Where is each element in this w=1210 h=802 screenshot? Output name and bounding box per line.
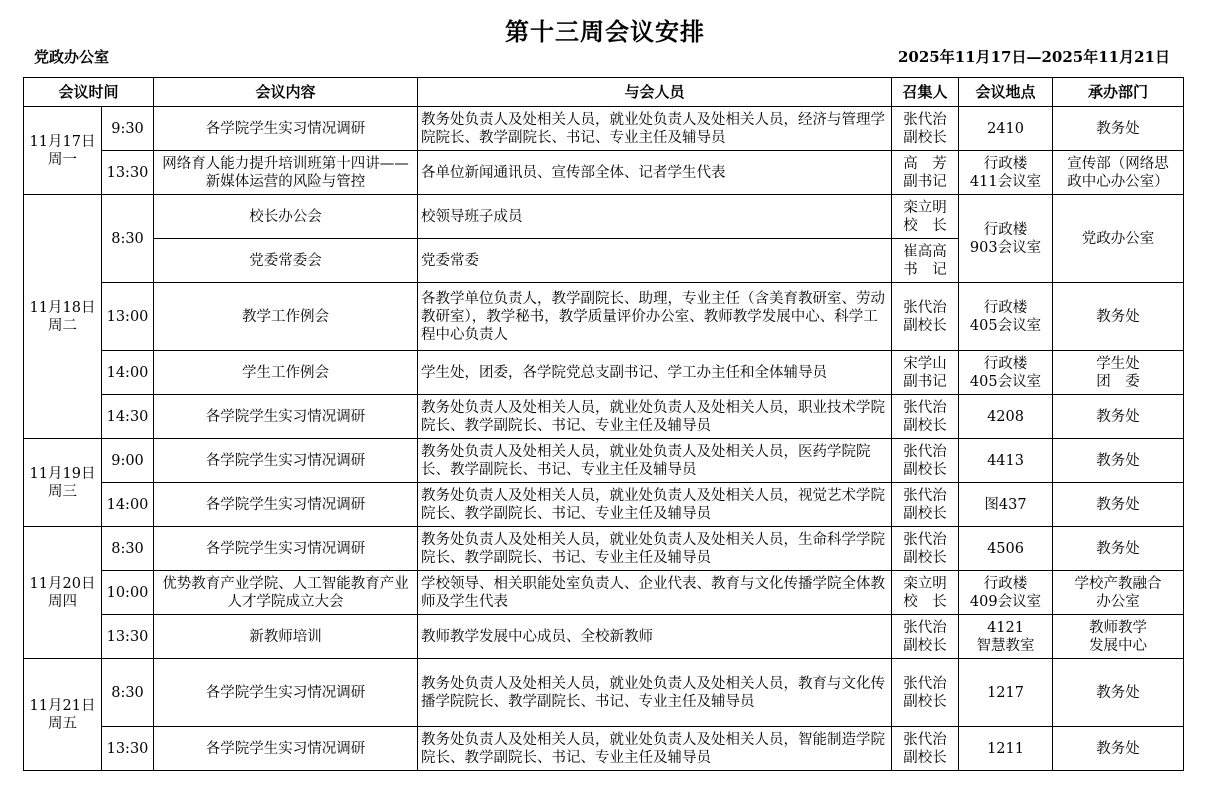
content-cell: 校长办公会 [154,195,418,239]
organizer-cell: 教务处 [1053,727,1184,771]
location-cell: 4506 [959,527,1053,571]
organizer-cell: 教务处 [1053,483,1184,527]
location-cell: 4121 智慧教室 [959,615,1053,659]
organizer-cell: 教务处 [1053,395,1184,439]
content-cell: 各学院学生实习情况调研 [154,727,418,771]
attendees-cell: 教务处负责人及处相关人员，就业处负责人及处相关人员，生命科学学院院长、教学副院长、书记、专业主任及辅导员 [418,527,892,571]
location-cell: 1211 [959,727,1053,771]
convener-cell: 张代治 副校长 [892,395,959,439]
content-cell: 各学院学生实习情况调研 [154,659,418,727]
convener-cell: 张代治 副校长 [892,107,959,151]
time-cell: 13:30 [102,615,154,659]
convener-cell: 栾立明 校 长 [892,571,959,615]
date-range: 2025年11月17日—2025年11月21日 [898,48,1170,66]
header-time: 会议时间 [24,78,154,107]
attendees-cell: 学生处，团委，各学院党总支副书记、学工办主任和全体辅导员 [418,351,892,395]
content-cell: 各学院学生实习情况调研 [154,395,418,439]
time-cell: 10:00 [102,571,154,615]
attendees-cell: 教务处负责人及处相关人员，就业处负责人及处相关人员，职业技术学院院长、教学副院长、书记、专业主任及辅导员 [418,395,892,439]
location-cell: 行政楼 409会议室 [959,571,1053,615]
convener-cell: 高 芳 副书记 [892,151,959,195]
organizer-cell: 教务处 [1053,107,1184,151]
time-cell: 8:30 [102,195,154,283]
header-content: 会议内容 [154,78,418,107]
header-organizer: 承办部门 [1053,78,1184,107]
organizer-cell: 宣传部（网络思 政中心办公室） [1053,151,1184,195]
time-cell: 13:30 [102,727,154,771]
attendees-cell: 教务处负责人及处相关人员，就业处负责人及处相关人员，智能制造学院院长、教学副院长、书记、专业主任及辅导员 [418,727,892,771]
time-cell: 9:30 [102,107,154,151]
convener-cell: 栾立明 校 长 [892,195,959,239]
attendees-cell: 党委常委 [418,239,892,283]
day-cell: 11月18日 周二 [24,195,102,439]
organizer-cell: 教务处 [1053,283,1184,351]
content-cell: 各学院学生实习情况调研 [154,483,418,527]
location-cell: 4208 [959,395,1053,439]
attendees-cell: 各单位新闻通讯员、宣传部全体、记者学生代表 [418,151,892,195]
location-cell: 行政楼 903会议室 [959,195,1053,283]
attendees-cell: 教务处负责人及处相关人员，就业处负责人及处相关人员，教育与文化传播学院院长、教学副院长、书记、专业主任及辅导员 [418,659,892,727]
header-location: 会议地点 [959,78,1053,107]
time-cell: 13:30 [102,151,154,195]
time-cell: 14:30 [102,395,154,439]
table-row [24,439,1184,483]
table-row [24,659,1184,727]
time-cell: 8:30 [102,659,154,727]
time-cell: 13:00 [102,283,154,351]
table-row [24,395,1184,439]
table-row [24,351,1184,395]
table-header-row [24,78,1184,107]
organizer-cell: 教务处 [1053,527,1184,571]
day-cell: 11月20日 周四 [24,527,102,659]
attendees-cell: 教务处负责人及处相关人员，就业处负责人及处相关人员，医药学院院长、教学副院长、书记、专业主任及辅导员 [418,439,892,483]
document-title: 第十三周会议安排 [505,17,705,46]
content-cell: 教学工作例会 [154,283,418,351]
location-cell: 1217 [959,659,1053,727]
table-row [24,483,1184,527]
table-row [24,527,1184,571]
content-cell: 新教师培训 [154,615,418,659]
location-cell: 行政楼 411会议室 [959,151,1053,195]
day-cell: 11月19日 周三 [24,439,102,527]
location-cell: 4413 [959,439,1053,483]
convener-cell: 张代治 副校长 [892,439,959,483]
organizer-cell: 教师教学 发展中心 [1053,615,1184,659]
content-cell: 各学院学生实习情况调研 [154,439,418,483]
content-cell: 学生工作例会 [154,351,418,395]
table-row [24,107,1184,151]
attendees-cell: 教务处负责人及处相关人员，就业处负责人及处相关人员，经济与管理学院院长、教学副院长、书记、专业主任及辅导员 [418,107,892,151]
table-row [24,615,1184,659]
convener-cell: 张代治 副校长 [892,727,959,771]
header-convener: 召集人 [892,78,959,107]
table-row [24,727,1184,771]
content-cell: 各学院学生实习情况调研 [154,527,418,571]
convener-cell: 张代治 副校长 [892,659,959,727]
time-cell: 8:30 [102,527,154,571]
attendees-cell: 教师教学发展中心成员、全校新教师 [418,615,892,659]
content-cell: 网络育人能力提升培训班第十四讲——新媒体运营的风险与管控 [154,151,418,195]
location-cell: 行政楼 405会议室 [959,283,1053,351]
organizer-cell: 教务处 [1053,659,1184,727]
organizer-cell: 党政办公室 [1053,195,1184,283]
content-cell: 优势教育产业学院、人工智能教育产业人才学院成立大会 [154,571,418,615]
organizer-cell: 教务处 [1053,439,1184,483]
table-row [24,151,1184,195]
location-cell: 图437 [959,483,1053,527]
attendees-cell: 校领导班子成员 [418,195,892,239]
attendees-cell: 各教学单位负责人，教学副院长、助理，专业主任（含美育教研室、劳动教研室），教学秘书，教学质量评价办公室、教师教学发展中心、科学工程中心负责人 [418,283,892,351]
location-cell: 行政楼 405会议室 [959,351,1053,395]
content-cell: 各学院学生实习情况调研 [154,107,418,151]
convener-cell: 张代治 副校长 [892,615,959,659]
time-cell: 14:00 [102,483,154,527]
content-cell: 党委常委会 [154,239,418,283]
department-label: 党政办公室 [34,48,110,66]
table-row [24,195,1184,239]
header-attendees: 与会人员 [418,78,892,107]
convener-cell: 宋学山 副书记 [892,351,959,395]
table-row [24,283,1184,351]
organizer-cell: 学校产教融合 办公室 [1053,571,1184,615]
day-cell: 11月17日 周一 [24,107,102,195]
organizer-cell: 学生处 团 委 [1053,351,1184,395]
convener-cell: 张代治 副校长 [892,483,959,527]
day-cell: 11月21日 周五 [24,659,102,771]
attendees-cell: 学校领导、相关职能处室负责人、企业代表、教育与文化传播学院全体教师及学生代表 [418,571,892,615]
meeting-schedule-table [23,77,1184,771]
time-cell: 9:00 [102,439,154,483]
table-row [24,571,1184,615]
convener-cell: 崔高高 书 记 [892,239,959,283]
location-cell: 2410 [959,107,1053,151]
convener-cell: 张代治 副校长 [892,283,959,351]
time-cell: 14:00 [102,351,154,395]
convener-cell: 张代治 副校长 [892,527,959,571]
attendees-cell: 教务处负责人及处相关人员，就业处负责人及处相关人员，视觉艺术学院院长、教学副院长、书记、专业主任及辅导员 [418,483,892,527]
